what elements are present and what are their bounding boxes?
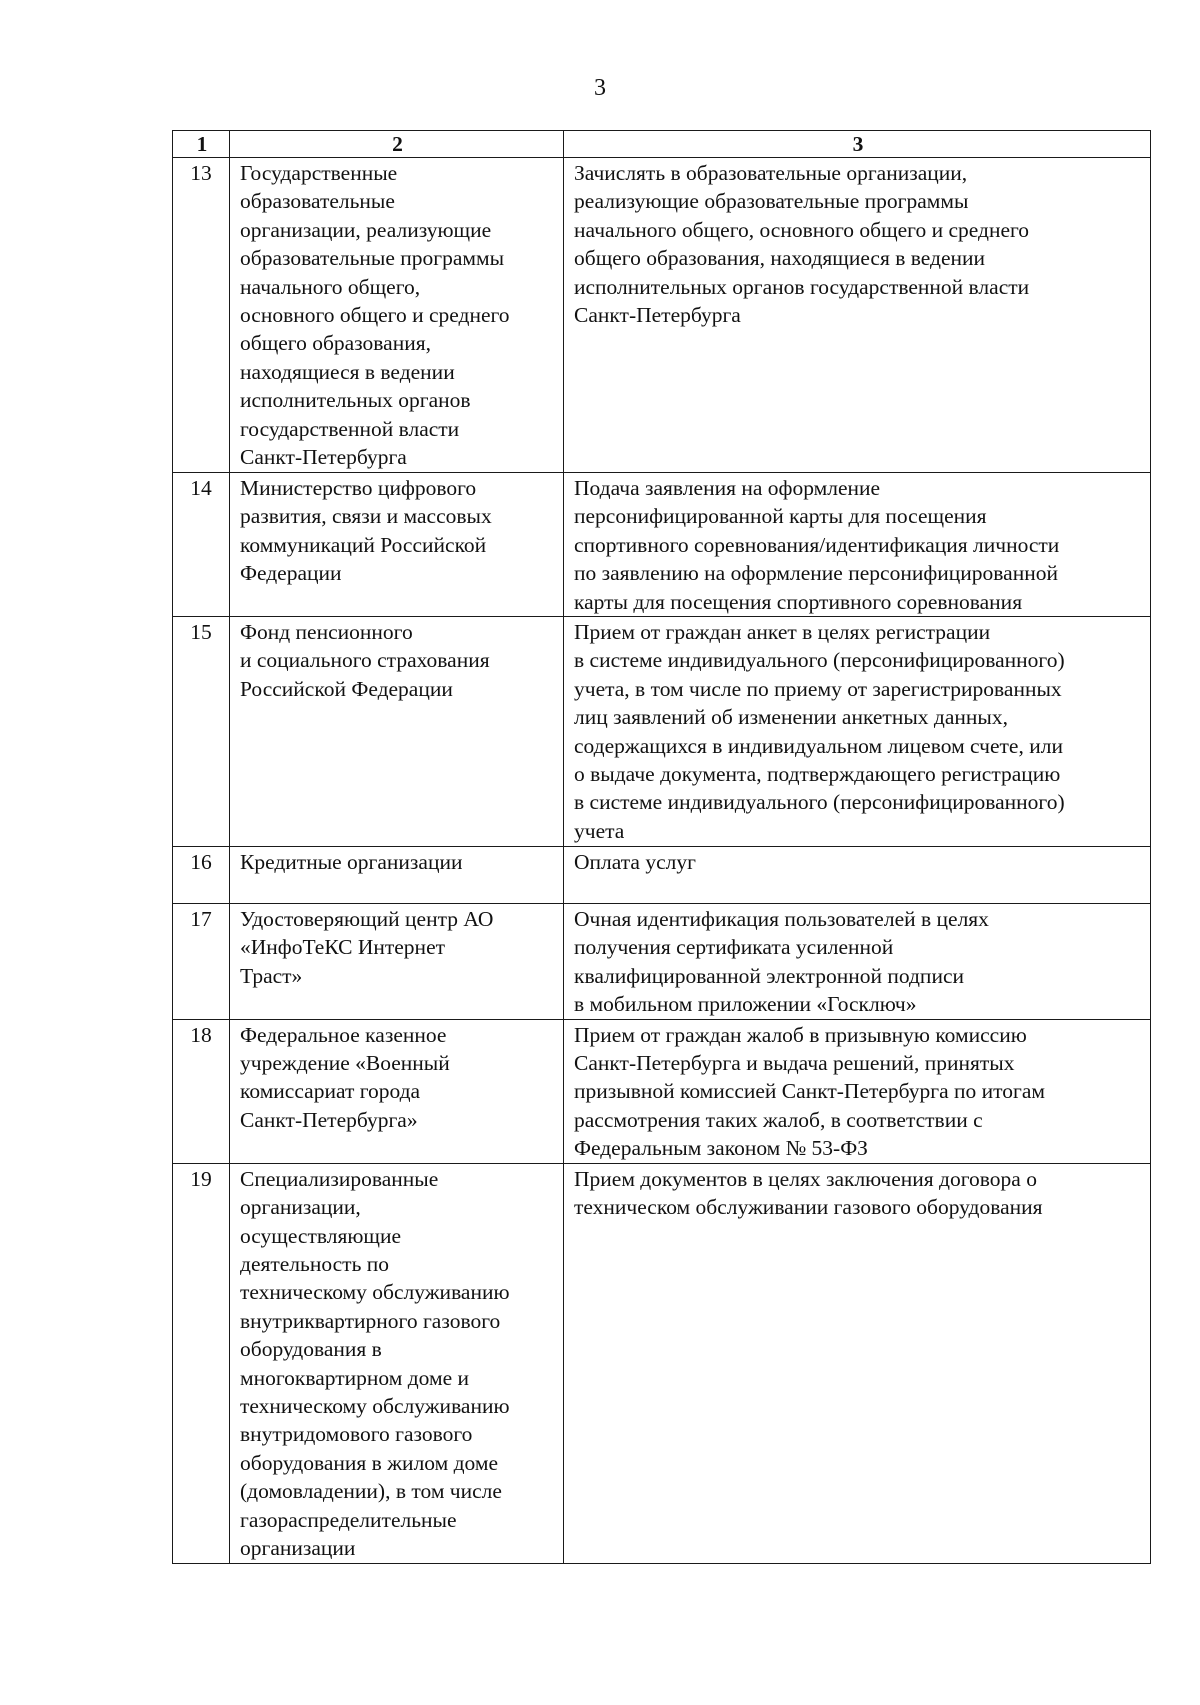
- column-header-service: 3: [564, 131, 1151, 158]
- table-row: [173, 617, 1151, 847]
- service-cell: Прием от граждан анкет в целях регистрации в системе индивидуального (персонифицированного) учета, в том числе по приему от зарегистрированных лиц заявлений об изменении анкетных данных, содержащихся в индивидуальном лицевом счете, или о выдаче документа, подтверждающего регистрацию в системе индивидуального (персонифицированного) учета: [564, 617, 1151, 847]
- row-number: 15: [173, 617, 230, 847]
- services-table: [172, 130, 1151, 1564]
- service-cell: Подача заявления на оформление персонифицированной карты для посещения спортивного соревнования/идентификация личности по заявлению на оформление персонифицированной карты для посещения спортивного соревнования: [564, 473, 1151, 617]
- row-number: 13: [173, 158, 230, 473]
- service-cell: Прием от граждан жалоб в призывную комиссию Санкт-Петербурга и выдача решений, принятых призывной комиссией Санкт-Петербурга по итогам рассмотрения таких жалоб, в соответствии с Федеральным законом № 53-ФЗ: [564, 1019, 1151, 1163]
- service-cell: Очная идентификация пользователей в целях получения сертификата усиленной квалифицированной электронной подписи в мобильном приложении «Госключ»: [564, 904, 1151, 1020]
- table-row: [173, 158, 1151, 473]
- table-row: [173, 904, 1151, 1020]
- table-row: [173, 847, 1151, 904]
- organization-cell: Специализированные организации, осуществляющие деятельность по техническому обслуживанию внутриквартирного газового оборудования в многоквартирном доме и техническому обслуживанию внутридомового газового оборудования в жилом доме (домовладении), в том числе газораспределительные организации: [230, 1163, 564, 1563]
- row-number: 14: [173, 473, 230, 617]
- table-row: [173, 1019, 1151, 1163]
- table-row: [173, 1163, 1151, 1563]
- row-number: 16: [173, 847, 230, 904]
- service-cell: Зачислять в образовательные организации, реализующие образовательные программы начального общего, основного общего и среднего общего образования, находящиеся в ведении исполнительных органов государственной власти Санкт-Петербурга: [564, 158, 1151, 473]
- organization-cell: Удостоверяющий центр АО «ИнфоТеКС Интернет Траст»: [230, 904, 564, 1020]
- row-number: 17: [173, 904, 230, 1020]
- organization-cell: Кредитные организации: [230, 847, 564, 904]
- row-number: 18: [173, 1019, 230, 1163]
- service-cell: Прием документов в целях заключения договора о техническом обслуживании газового оборудования: [564, 1163, 1151, 1563]
- table-row: [173, 473, 1151, 617]
- column-header-number: 1: [173, 131, 230, 158]
- page-number: 3: [594, 75, 606, 101]
- organization-cell: Государственные образовательные организации, реализующие образовательные программы начального общего, основного общего и среднего общего образования, находящиеся в ведении исполнительных органов государственной власти Санкт-Петербурга: [230, 158, 564, 473]
- column-header-organization: 2: [230, 131, 564, 158]
- organization-cell: Министерство цифрового развития, связи и массовых коммуникаций Российской Федерации: [230, 473, 564, 617]
- row-number: 19: [173, 1163, 230, 1563]
- organization-cell: Фонд пенсионного и социального страхования Российской Федерации: [230, 617, 564, 847]
- organization-cell: Федеральное казенное учреждение «Военный комиссариат города Санкт-Петербурга»: [230, 1019, 564, 1163]
- service-cell: Оплата услуг: [564, 847, 1151, 904]
- table-header-row: [173, 131, 1151, 158]
